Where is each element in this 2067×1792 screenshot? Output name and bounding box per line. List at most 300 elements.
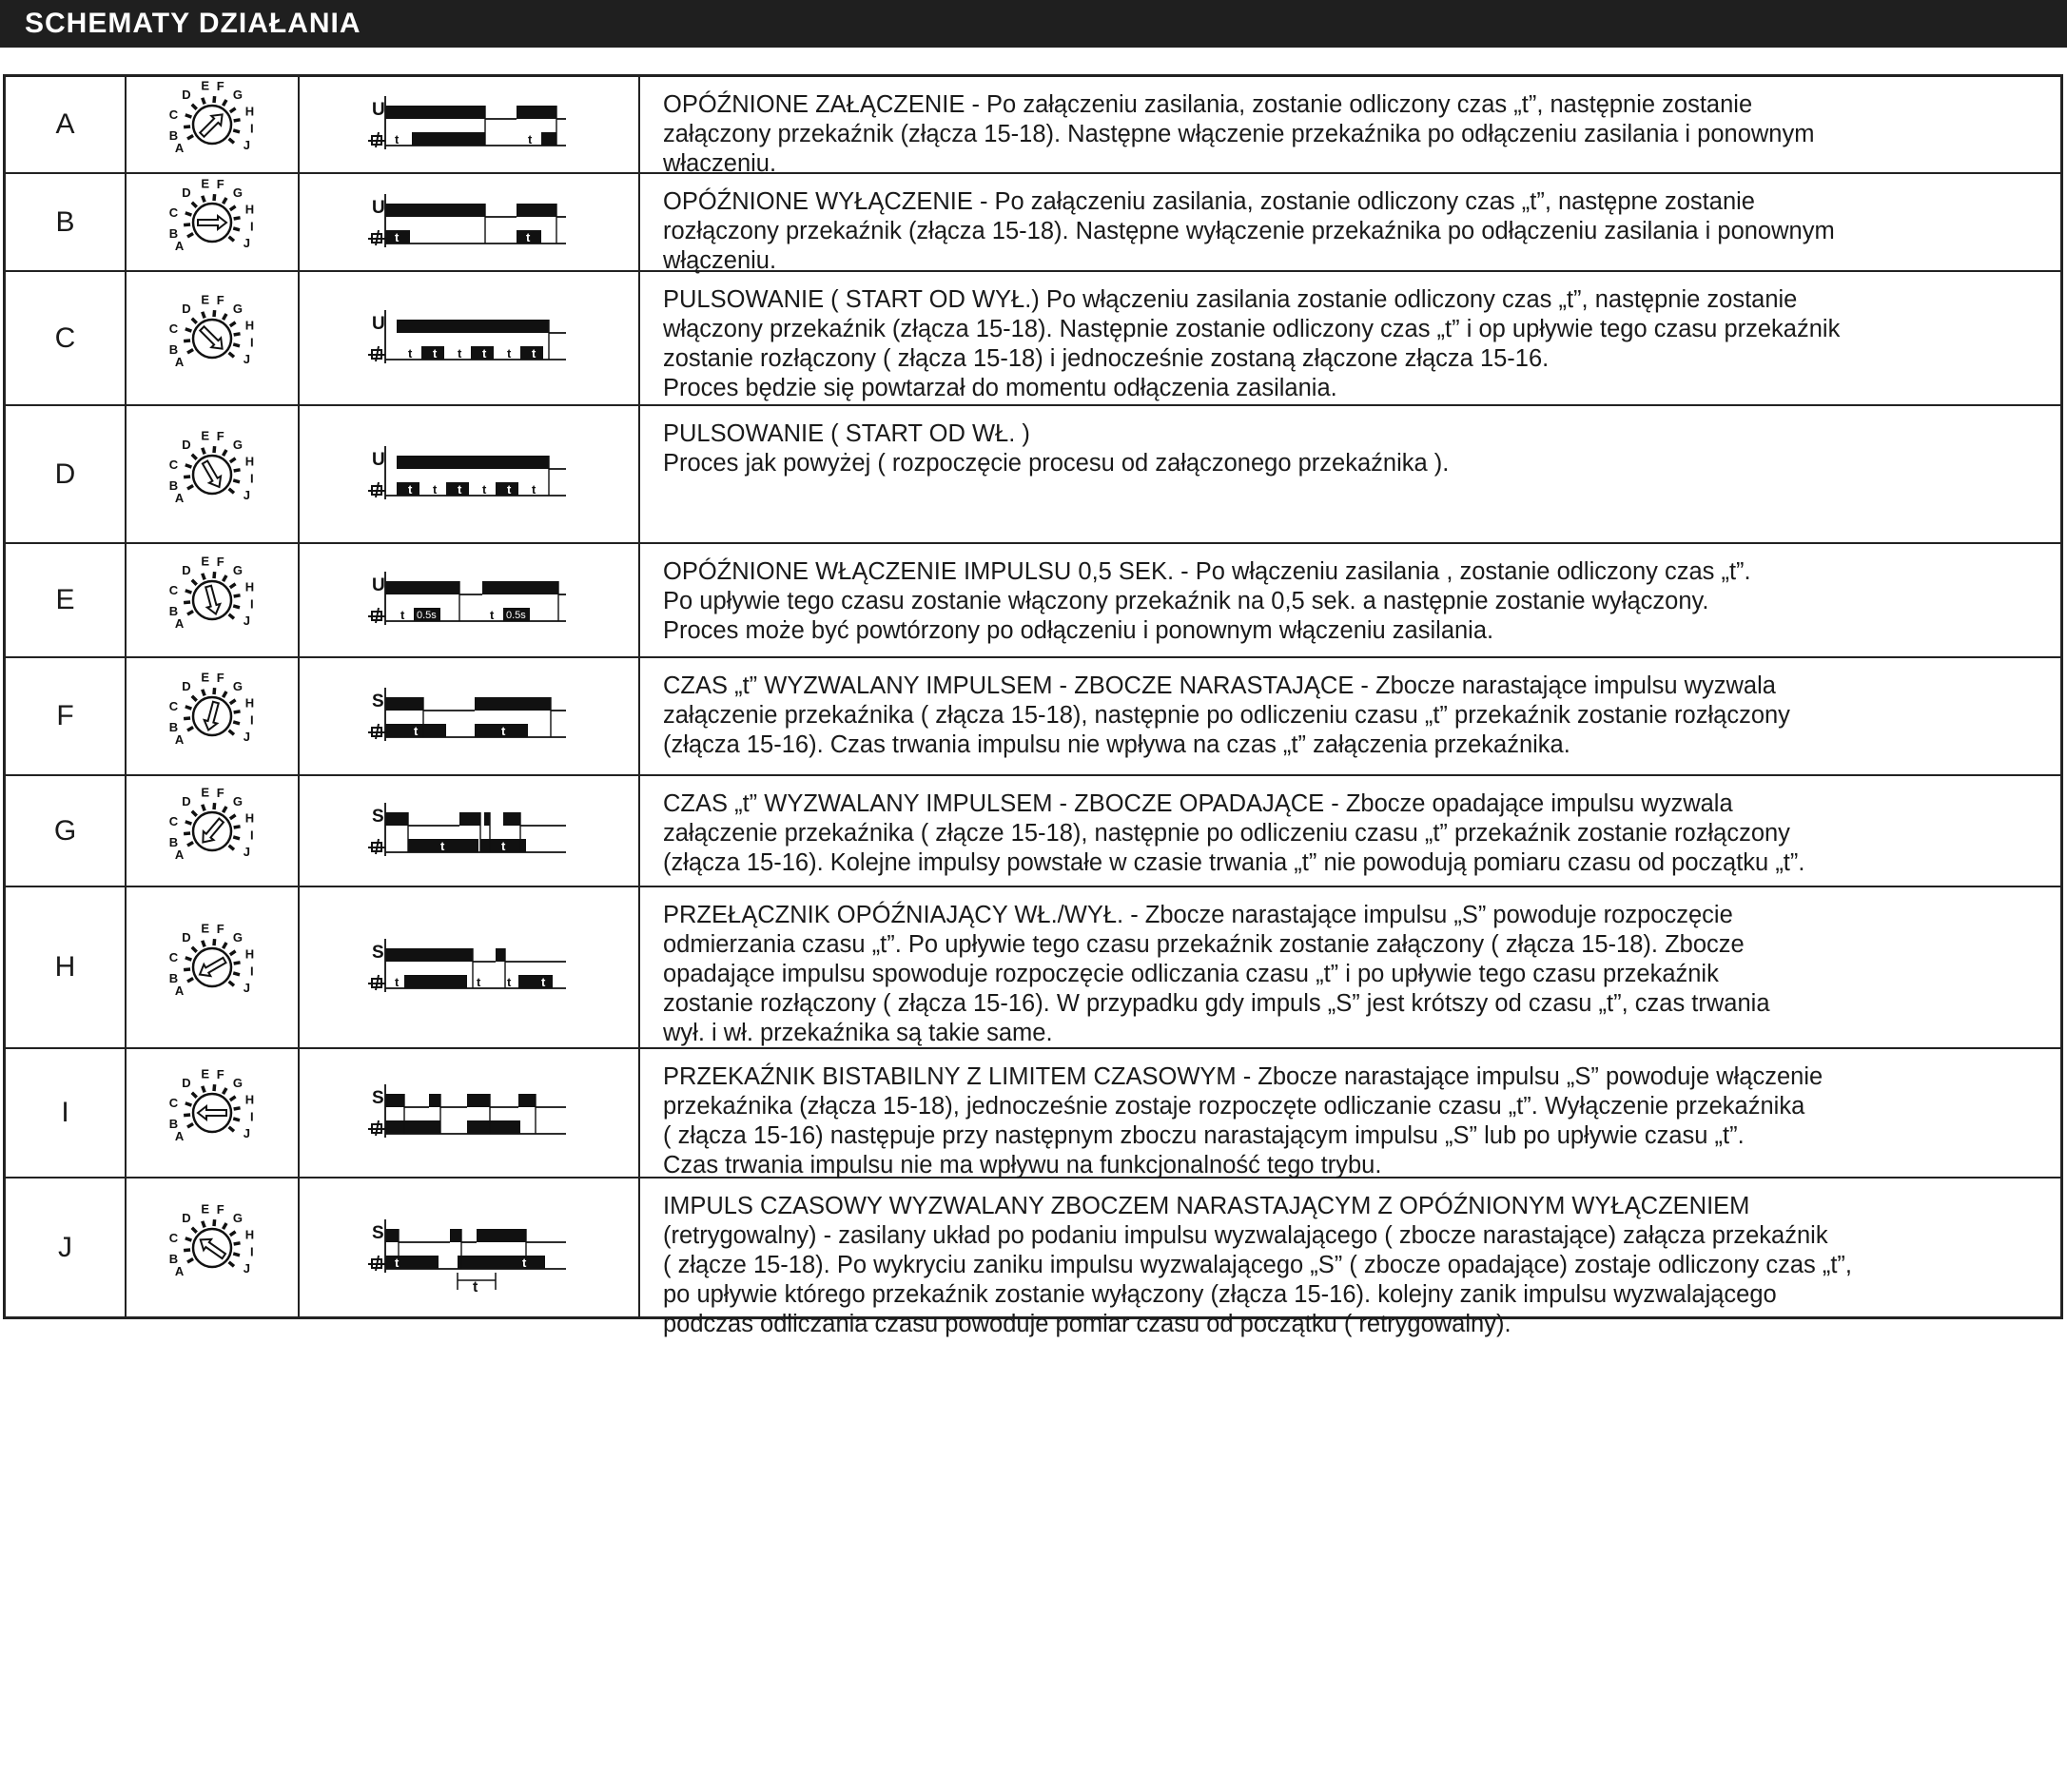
dial-letter: H <box>244 1092 255 1107</box>
dial-tick <box>233 1253 240 1255</box>
time-label: t <box>395 132 400 146</box>
time-label: t <box>458 345 462 360</box>
signal-high-bar <box>496 948 505 962</box>
dial-tick <box>203 98 205 105</box>
time-label: t <box>395 975 400 989</box>
timing-diagram-cell <box>300 544 640 656</box>
signal-label: S <box>372 1222 384 1243</box>
mode-letter: F <box>6 658 127 774</box>
dial-letter: E <box>201 554 210 569</box>
time-label: t <box>532 345 536 360</box>
dial-letter: E <box>201 78 210 93</box>
signal-label: U <box>372 100 385 120</box>
dial-tick <box>184 833 190 834</box>
dial-tick <box>192 318 197 322</box>
dial-letter: A <box>174 1129 185 1144</box>
mode-dial-icon <box>163 667 262 766</box>
dial-tick <box>203 311 205 318</box>
dial-letter: F <box>216 1066 224 1081</box>
dial-letter: E <box>201 670 210 685</box>
dial-tick <box>214 1084 215 1091</box>
time-label: t <box>522 1255 527 1270</box>
dial-tick <box>214 1219 215 1226</box>
dial-letter: F <box>216 78 224 93</box>
pulse-duration-label: 0.5s <box>506 610 526 621</box>
time-label: t <box>532 481 536 497</box>
time-label: t <box>541 975 546 989</box>
timing-diagram <box>326 784 612 879</box>
relay-icon <box>368 230 385 245</box>
signal-label: S <box>372 691 384 711</box>
dial-tick <box>224 691 227 697</box>
dial-letter: H <box>244 202 255 217</box>
dial-letter: A <box>174 616 185 632</box>
dial-tick <box>184 1115 190 1116</box>
dial-tick <box>203 941 205 947</box>
dial-letter: D <box>182 793 191 808</box>
time-label: t <box>400 608 405 622</box>
dial-letter: D <box>182 678 191 693</box>
dial-tick <box>203 1086 205 1093</box>
dial-tick <box>214 446 215 453</box>
dial-tick <box>187 485 193 489</box>
dial-cell <box>127 272 300 404</box>
dial-tick <box>230 321 236 325</box>
dial-tick <box>234 1108 241 1109</box>
relay-icon <box>368 975 385 990</box>
timing-diagram <box>326 920 612 1015</box>
dial-tick <box>230 1231 236 1235</box>
dial-letter: C <box>168 321 179 336</box>
dial-letter: I <box>250 121 254 136</box>
relay-icon <box>368 724 385 739</box>
dial-letter: C <box>168 107 179 123</box>
dial-tick <box>185 464 192 466</box>
dial-letter: F <box>216 785 224 800</box>
dial-tick <box>229 982 234 985</box>
dial-letter: E <box>201 1201 210 1217</box>
dial-letter: B <box>168 1116 179 1131</box>
dial-tick <box>234 826 241 827</box>
dial-letter: B <box>168 834 179 849</box>
signal-label: S <box>372 1088 384 1108</box>
mode-description: OPÓŹNIONE ZAŁĄCZENIE - Po załączeniu zasilania, zostanie odliczony czas „t”, następnie zostanie załączony przekaźnik (złącza 15-18). Następne włączenie przekaźnika po odłączeniu zasilania i ponownym właczeniu. <box>663 91 1815 177</box>
signal-high-bar <box>385 106 485 119</box>
header-bar <box>0 0 2067 48</box>
dial-letter: C <box>168 205 179 220</box>
dial-letter: C <box>168 457 179 472</box>
signal-label: S <box>372 806 384 827</box>
dial-letter: C <box>168 950 179 965</box>
signal-high-bar <box>482 581 558 594</box>
time-label: t <box>482 345 487 360</box>
signal-high-bar <box>385 1094 404 1107</box>
dial-letter: F <box>216 428 224 443</box>
dial-letter: I <box>250 1109 254 1124</box>
dial-tick <box>192 810 197 815</box>
dial-letter: J <box>243 138 250 152</box>
signal-high-bar <box>475 697 551 711</box>
dial-tick <box>184 224 190 225</box>
mode-row <box>6 272 2060 406</box>
signal-label: S <box>372 943 384 963</box>
dial-letter: E <box>201 921 210 936</box>
mode-dial-icon <box>163 1063 262 1162</box>
signal-label: U <box>372 313 385 334</box>
signal-high-bar <box>385 697 423 711</box>
dial-tick <box>184 1250 190 1251</box>
dial-letter: G <box>232 929 244 945</box>
signal-high-bar <box>459 812 480 826</box>
dial-tick <box>229 352 234 356</box>
dial-letter: H <box>244 318 255 333</box>
mode-letter: I <box>6 1049 127 1177</box>
dial-letter: F <box>216 1201 224 1217</box>
dial-letter: E <box>201 785 210 800</box>
dial-tick <box>185 115 192 117</box>
mode-dial-icon <box>163 173 262 272</box>
dial-letter: C <box>168 1230 179 1245</box>
dial-tick <box>192 1093 197 1098</box>
mode-row <box>6 544 2060 658</box>
mode-letter: E <box>6 544 127 656</box>
dial-letter: J <box>243 1260 250 1276</box>
mode-description: PULSOWANIE ( START OD WYŁ.) Po włączeniu zasilania zostanie odliczony czas „t”, następnie zostanie włączony przekaźnik (złącza 15-18). Następnie zostanie odliczony czas „t” i op upływie tego czasu przekaźnik zostanie rozłączony ( złącza 15-18) i jednocześnie zostaną złączone złącza 15-16. Proces będzie się powtarzał do momentu odłączenia zasilania. <box>663 286 1841 401</box>
mode-dial-icon <box>163 425 262 524</box>
dial-cell <box>127 776 300 886</box>
dial-letter: G <box>232 185 244 200</box>
mode-description: CZAS „t” WYZWALANY IMPULSEM - ZBOCZE OPADAJĄCE - Zbocze opadające impulsu wyzwala załączenie przekaźnika ( złącze 15-18), następnie po odliczeniu czasu „t” przekaźnik zostanie rozłączony (złącza 15-16). Kolejne impulsy powstałe w czasie trwania „t” nie powodują pomiaru czasu od początku „t”. <box>663 790 1805 876</box>
dial-tick <box>233 343 240 345</box>
dial-letter: I <box>250 1244 254 1259</box>
dial-letter: H <box>244 1227 255 1242</box>
dial-tick <box>230 108 236 112</box>
dial-tick <box>192 696 197 701</box>
dial-tick <box>234 217 241 218</box>
dial-tick <box>184 969 190 970</box>
mode-row <box>6 658 2060 776</box>
signal-high-bar <box>385 812 408 826</box>
relay-icon <box>368 346 385 361</box>
dial-tick <box>233 227 240 229</box>
relay-on-bar <box>385 1120 440 1134</box>
dial-letter: G <box>232 793 244 808</box>
time-label: t <box>408 345 413 360</box>
dial-cell <box>127 406 300 542</box>
dial-tick <box>214 572 215 578</box>
timing-diagram-cell <box>300 272 640 404</box>
relay-on-bar <box>467 1120 520 1134</box>
dial-tick <box>229 730 234 734</box>
time-label: t <box>477 975 481 989</box>
dial-tick <box>187 728 193 731</box>
dial-tick <box>230 951 236 955</box>
dial-tick <box>229 236 234 240</box>
dial-tick <box>187 842 193 846</box>
timing-diagram-cell <box>300 776 640 886</box>
time-label: t <box>507 345 512 360</box>
dial-letter: F <box>216 176 224 191</box>
mode-dial-icon <box>163 75 262 174</box>
timing-diagram <box>326 77 612 172</box>
dial-tick <box>233 836 240 838</box>
dial-tick <box>214 194 215 201</box>
dial-tick <box>192 1227 197 1232</box>
dial-letter: B <box>168 970 179 985</box>
dial-letter: B <box>168 477 179 493</box>
dial-tick <box>224 575 227 581</box>
dial-cell <box>127 174 300 270</box>
dial-letter: D <box>182 1075 191 1090</box>
mode-letter: C <box>6 272 127 404</box>
signal-label: U <box>372 575 385 595</box>
mode-description: OPÓŹNIONE WYŁĄCZENIE - Po załączeniu zasilania, zostanie odliczony czas „t”, następne zostanie rozłączony przekaźnik (złącza 15-18). Następne wyłączenie przekaźnika po odłączeniu zasilania i ponownym włączeniu. <box>663 188 1835 274</box>
dial-letter: F <box>216 292 224 307</box>
signal-high-bar <box>517 106 556 119</box>
mode-letter: H <box>6 887 127 1047</box>
dial-tick <box>187 233 193 237</box>
mode-letter: J <box>6 1178 127 1316</box>
dial-tick <box>185 1237 192 1239</box>
signal-high-bar <box>385 948 473 962</box>
dial-tick <box>192 202 197 206</box>
mode-dial-icon <box>163 918 262 1017</box>
time-label: t <box>433 345 438 360</box>
dial-cell <box>127 77 300 172</box>
dial-letter: D <box>182 929 191 945</box>
signal-high-bar <box>518 1094 536 1107</box>
pulse-duration-label: 0.5s <box>417 610 437 621</box>
mode-description: CZAS „t” WYZWALANY IMPULSEM - ZBOCZE NARASTAJĄCE - Zbocze narastające impulsu wyzwala załączenie przekaźnika ( złącza 15-18), następnie po odliczeniu czasu „t” przekaźnik zostanie rozłączony (złącza 15-16). Czas trwania impulsu nie wpływa na czas „t” załączenia przekaźnika. <box>663 672 1790 758</box>
dial-tick <box>187 979 193 983</box>
dial-tick <box>185 328 192 330</box>
dial-letter: A <box>174 354 185 369</box>
dial-letter: A <box>174 847 185 862</box>
dial-tick <box>187 1124 193 1128</box>
timing-diagram-cell <box>300 77 640 172</box>
dial-tick <box>224 807 227 812</box>
dial-tick <box>234 120 241 121</box>
relay-icon <box>368 1120 385 1136</box>
dial-letter: E <box>201 292 210 307</box>
dial-tick <box>185 212 192 214</box>
signal-high-bar <box>385 204 485 217</box>
dial-tick <box>185 591 192 593</box>
time-label: t <box>433 481 438 497</box>
dial-tick <box>185 707 192 709</box>
dial-tick <box>203 1220 205 1227</box>
dial-tick <box>233 130 240 132</box>
dial-letter: I <box>250 471 254 486</box>
dial-tick <box>203 195 205 202</box>
dial-tick <box>203 690 205 696</box>
dial-letter: H <box>244 810 255 826</box>
dial-cell <box>127 1178 300 1316</box>
dial-letter: G <box>232 301 244 316</box>
dial-letter: A <box>174 732 185 748</box>
dial-tick <box>214 310 215 317</box>
dial-tick <box>224 198 227 204</box>
relay-icon <box>368 608 385 623</box>
dial-tick <box>185 821 192 823</box>
dial-letter: D <box>182 301 191 316</box>
signal-high-bar <box>503 812 520 826</box>
dial-cell <box>127 1049 300 1177</box>
dial-tick <box>224 1223 227 1229</box>
dial-tick <box>224 100 227 106</box>
mode-row <box>6 1049 2060 1178</box>
dial-letter: E <box>201 428 210 443</box>
dial-letter: G <box>232 87 244 102</box>
signal-label: U <box>372 197 385 218</box>
dial-letter: F <box>216 921 224 936</box>
time-label: t <box>395 229 400 244</box>
dial-letter: G <box>232 562 244 577</box>
dial-tick <box>224 450 227 456</box>
signal-high-bar <box>467 1094 490 1107</box>
dial-tick <box>203 447 205 454</box>
dial-tick <box>229 1127 234 1131</box>
dial-tick <box>214 939 215 945</box>
dial-letter: G <box>232 1210 244 1225</box>
dial-letter: B <box>168 1251 179 1266</box>
relay-on-bar <box>518 975 553 988</box>
dial-letter: J <box>243 981 250 995</box>
dial-tick <box>230 814 236 818</box>
modes-table <box>3 74 2063 1337</box>
mode-dial-icon <box>163 551 262 650</box>
timing-diagram-cell <box>300 887 640 1047</box>
dial-letter: H <box>244 579 255 594</box>
mode-letter: A <box>6 77 127 172</box>
dial-tick <box>233 479 240 481</box>
signal-high-bar <box>429 1094 440 1107</box>
dial-tick <box>230 205 236 209</box>
signal-high-bar <box>517 204 556 217</box>
dial-letter: C <box>168 1096 179 1111</box>
dial-letter: I <box>250 712 254 728</box>
dial-tick <box>203 574 205 580</box>
relay-icon <box>368 482 385 497</box>
mode-row <box>6 174 2060 272</box>
mode-description: IMPULS CZASOWY WYZWALANY ZBOCZEM NARASTAJĄCYM Z OPÓŹNIONYM WYŁĄCZENIEM (retrygowalny) - zasilany układ po podaniu impulsu wyzwalającego ( zbocze narastające) załącza przekaźnik ( złącze 15-18). Po wykryciu zaniku impulsu wyzwalającego „S” ( zbocze opadające) zostaje odliczony czas „t”, po upływie którego przekaźnik zostanie wyłączony (złącza 15-16). kolejny zanik impulsu wyzwalającego podczas odliczania czasu powoduje pomiar czasu od początku ( retrygowalny). <box>663 1193 1853 1337</box>
dial-tick <box>187 1258 193 1262</box>
dial-tick <box>184 602 190 603</box>
dial-tick <box>234 1242 241 1243</box>
dial-letter: G <box>232 678 244 693</box>
time-label: t <box>507 481 512 497</box>
timing-diagram-cell <box>300 174 640 270</box>
timing-diagram <box>326 1065 612 1160</box>
dial-letter: H <box>244 695 255 711</box>
dial-tick <box>233 1119 240 1120</box>
dial-letter: D <box>182 185 191 200</box>
dial-tick <box>192 105 197 109</box>
dial-letter: E <box>201 1066 210 1081</box>
signal-high-bar <box>397 320 549 333</box>
dial-letter: G <box>232 437 244 452</box>
dial-letter: G <box>232 1075 244 1090</box>
relay-on-bar <box>412 132 485 146</box>
dial-tick <box>233 722 240 724</box>
dial-letter: A <box>174 141 185 156</box>
dial-cell <box>127 658 300 774</box>
dial-letter: B <box>168 127 179 143</box>
signal-high-bar <box>385 581 459 594</box>
timing-diagram-cell <box>300 1178 640 1316</box>
mode-row <box>6 887 2060 1049</box>
dial-letter: H <box>244 104 255 119</box>
dial-tick <box>233 606 240 608</box>
dial-letter: B <box>168 225 179 241</box>
dial-letter: B <box>168 719 179 734</box>
dial-tick <box>214 803 215 809</box>
dial-letter: B <box>168 341 179 357</box>
dial-letter: J <box>243 235 250 250</box>
dial-tick <box>192 947 197 952</box>
dial-tick <box>229 488 234 492</box>
dial-tick <box>230 458 236 461</box>
mode-description: OPÓŹNIONE WŁĄCZENIE IMPULSU 0,5 SEK. - Po włączeniu zasilania , zostanie odliczony czas „t”. Po upływie tego czasu zostanie włączony przekaźnik na 0,5 sek. a następnie zostanie wyłączony. Proces może być powtórzony po odłączeniu i ponownym włączeniu zasilania. <box>663 558 1751 644</box>
dial-letter: J <box>243 1126 250 1140</box>
dial-tick <box>224 314 227 320</box>
dial-letter: C <box>168 699 179 714</box>
timing-diagram-cell <box>300 406 640 542</box>
relay-icon <box>368 1256 385 1271</box>
dial-cell <box>127 887 300 1047</box>
dial-letter: A <box>174 238 185 253</box>
dial-letter: J <box>243 487 250 502</box>
timing-diagram <box>326 669 612 764</box>
time-label: t <box>408 481 413 497</box>
dial-letter: F <box>216 670 224 685</box>
dial-letter: C <box>168 583 179 598</box>
time-label: t <box>526 229 531 244</box>
dial-letter: J <box>243 614 250 628</box>
time-label: t <box>395 1255 400 1270</box>
time-label: t <box>528 132 533 146</box>
mode-description: PRZEŁĄCZNIK OPÓŹNIAJĄCY WŁ./WYŁ. - Zbocze narastające impulsu „S” powoduje rozpoczęcie odmierzania czasu „t”. Po upływie tego czasu przekaźnik zostanie załączony ( złącza 15-18). Zbocze opadające impulsu spowoduje rozpoczęcie odliczania czasu „t” i po upływie tego czasu przekaźnik zostanie rozłączony ( złącza 15-16). W przypadku gdy impuls „S” jest krótszy od czasu „t”, czas trwania wył. i wł. przekaźnika są takie same. <box>663 902 1770 1046</box>
mode-dial-icon <box>163 1198 262 1297</box>
timing-diagram <box>326 1200 612 1295</box>
dial-cell <box>127 544 300 656</box>
signal-label: U <box>372 449 385 470</box>
dial-letter: I <box>250 219 254 234</box>
time-label: t <box>458 481 462 497</box>
relay-on-bar <box>541 132 556 146</box>
relay-on-bar <box>404 975 467 988</box>
dial-tick <box>192 580 197 585</box>
dial-tick <box>187 349 193 353</box>
dial-tick <box>229 614 234 618</box>
dial-letter: I <box>250 828 254 843</box>
dial-tick <box>233 973 240 975</box>
dial-tick <box>234 469 241 470</box>
mode-dial-icon <box>163 782 262 881</box>
time-label: t <box>482 481 487 497</box>
dial-tick <box>234 711 241 712</box>
time-label: t <box>490 608 495 622</box>
dial-letter: F <box>216 554 224 569</box>
dial-letter: A <box>174 984 185 999</box>
relay-on-bar <box>385 1256 439 1269</box>
mode-row <box>6 1178 2060 1337</box>
dial-tick <box>214 96 215 103</box>
dial-letter: I <box>250 335 254 350</box>
page-title: SCHEMATY DZIAŁANIA <box>25 8 361 39</box>
signal-high-bar <box>484 812 490 826</box>
dial-letter: H <box>244 946 255 962</box>
